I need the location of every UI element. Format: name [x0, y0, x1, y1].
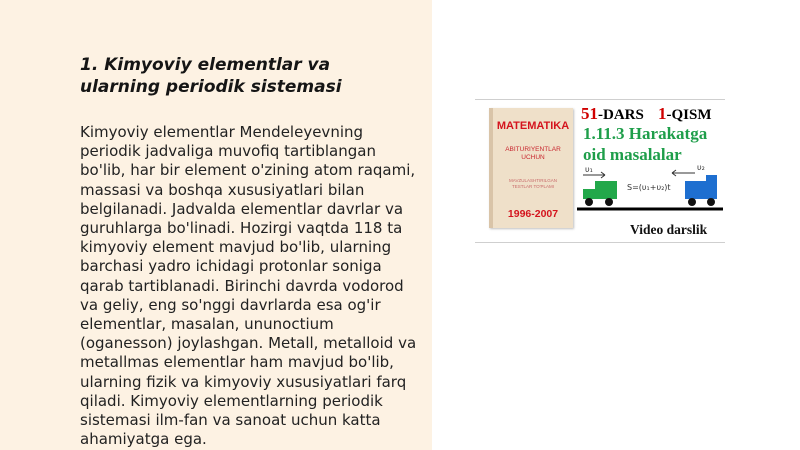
part-num: 1	[658, 104, 667, 123]
velocity-left-label: υ₁	[585, 165, 593, 174]
velocity-right-label: υ₂	[697, 163, 705, 172]
book-subtitle: ABITURIYENTLAR UCHUN	[505, 146, 561, 161]
section-heading: 1. Kimyoviy elementlar va ularning periodik sistemasi	[80, 55, 342, 97]
book-years: 1996-2007	[507, 208, 559, 220]
topic-line-1: 1.11.3 Harakatga	[583, 124, 708, 143]
book-title: MATEMATIKA	[496, 120, 570, 132]
book-small-text: MAVZULASHTIRILGAN TESTLAR TO'PLAMI	[509, 178, 557, 189]
lesson-word: -DARS	[598, 107, 644, 123]
lesson-num: 51	[581, 104, 598, 123]
part-word: -QISM	[666, 107, 712, 123]
video-thumbnail[interactable]	[475, 99, 725, 243]
book-cover	[489, 108, 573, 228]
video-label: Video darslik	[630, 222, 708, 237]
part-number	[658, 104, 712, 124]
lesson-number	[581, 104, 644, 124]
truck-right-icon	[685, 175, 717, 206]
topic-line-2: oid masalalar	[583, 145, 682, 164]
motion-diagram	[575, 162, 725, 216]
distance-formula: S=(υ₁+υ₂)t	[627, 183, 671, 192]
truck-left-icon	[583, 181, 617, 206]
section-body: Kimyoviy elementlar Mendeleyevning periodik jadvaliga muvofiq tartiblangan bo'lib, har bir element o'zining atom raqami, massasi va boshqa xususiyatlari bilan belgilanadi. Jadvalda elementlar davrlar va guruhlarga bo'linadi. Hozirgi vaqtda 118 ta kimyoviy element mavjud bo'lib, ularning barchasi yadro ichidagi protonlar soniga qarab tartiblanadi. Birinchi davrda vodorod va geliy, eng so'nggi davrlarda esa og'ir elementlar, masalan, ununoctium (oganesson) joylashgan. Metall, metalloid va metallmas elementlar ham mavjud bo'lib, ularning fizik va kimyoviy xususiyatlari farq qiladi. Kimyoviy elementlarning periodik sistemasi ilm-fan va sanoat uchun katta ahamiyatga ega.	[80, 123, 417, 449]
